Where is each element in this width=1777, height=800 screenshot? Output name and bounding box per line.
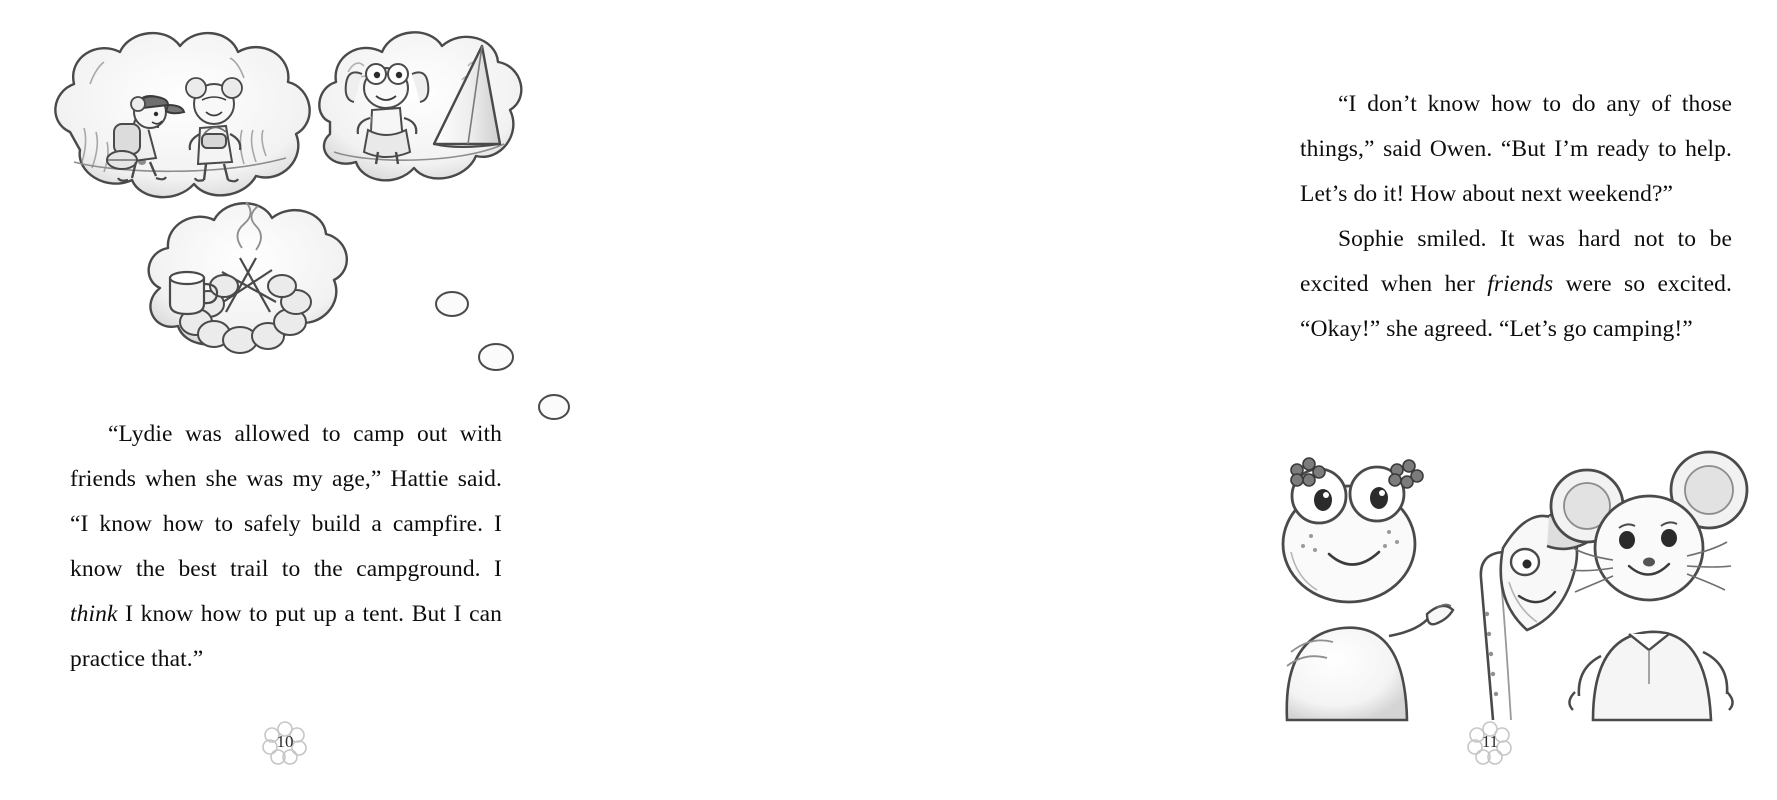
trailing-bubbles [436,292,569,419]
paragraph-left-1 [70,412,502,682]
left-page [0,0,601,800]
page-number-value: 10 [276,732,294,751]
text-run: “Lydie was allowed to camp out with friends when she was my age,” Hattie said. “I know how to safely build a campfire. I know the best trail to the campground. I [70,421,502,582]
right-page [602,0,1732,800]
page-number-right [1460,718,1520,768]
mouse-character [1551,452,1747,720]
bubble-tent [319,32,521,180]
text-run: Sophie smiled. It was hard not to be excited when her [1300,226,1732,297]
bubble-hikers [55,33,309,197]
page-number-left [255,718,315,768]
right-page-text [1300,82,1732,352]
paragraph-right-2 [1300,217,1732,352]
page-number-value: 11 [1481,732,1499,751]
emphasis-think: think [70,601,118,627]
text-run: I know how to put up a tent. But I can practice that.” [70,601,502,672]
thought-bubbles-illustration [30,12,570,412]
three-friends-illustration [1257,420,1777,720]
flower-hair-clip-icon-2 [1389,460,1423,488]
left-page-text [70,412,502,682]
paragraph-right-1: “I don’t know how to do any of those things,” said Owen. “But I’m ready to help. Let’s do it! How about next weekend?” [1300,91,1732,207]
bubble-campfire [149,202,347,353]
text-run: were so excited. “Okay!” she agreed. “Let’s go camping!” [1300,271,1732,342]
emphasis-friends: friends [1487,271,1554,297]
frog-character [1283,458,1453,720]
